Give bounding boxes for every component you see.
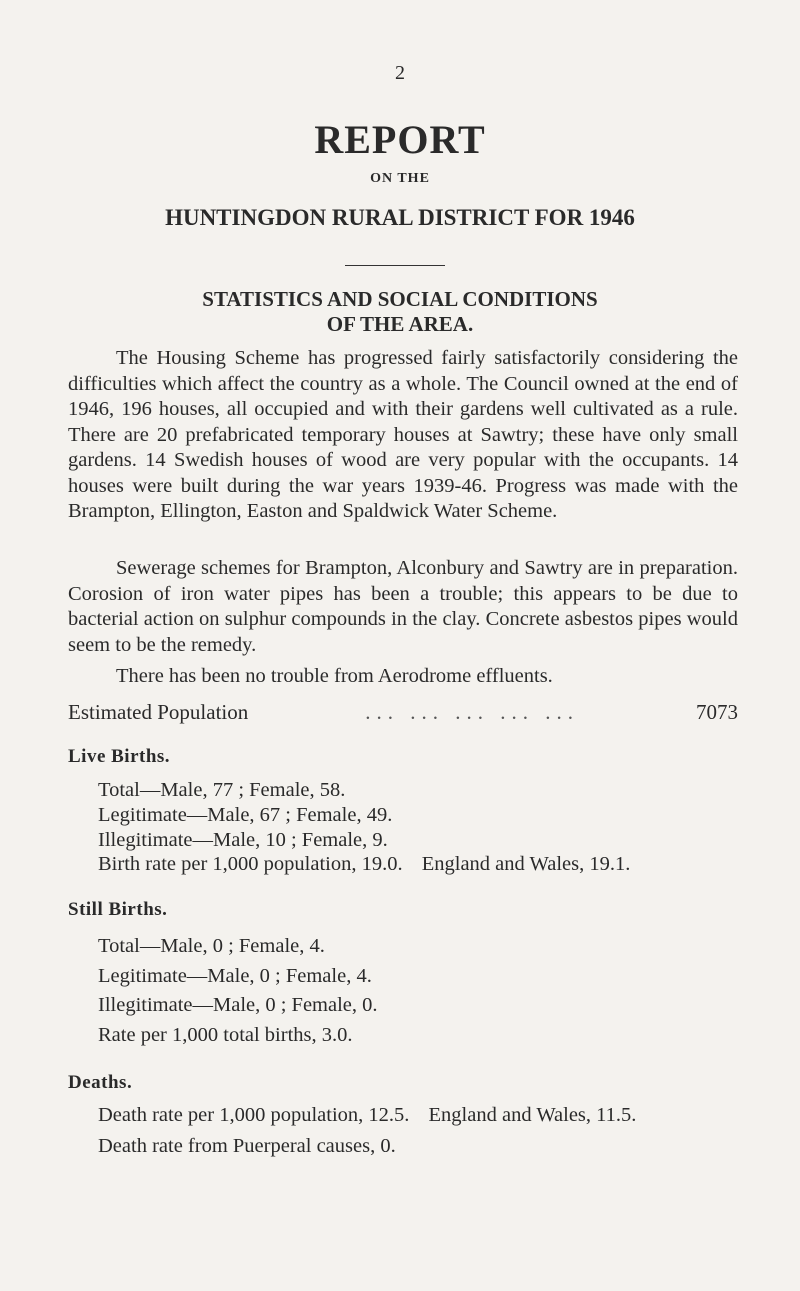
deaths-heading: Deaths. <box>68 1072 133 1093</box>
live-births-illegitimate: Illegitimate—Male, 10 ; Female, 9. <box>98 829 388 851</box>
still-births-total: Total—Male, 0 ; Female, 4. <box>98 935 325 957</box>
still-births-rate: Rate per 1,000 total births, 3.0. <box>98 1024 353 1046</box>
still-births-legitimate: Legitimate—Male, 0 ; Female, 4. <box>98 965 372 987</box>
leader-dots: ... ... ... ... ... <box>365 700 579 724</box>
death-rate: Death rate per 1,000 population, 12.5. <box>98 1104 410 1126</box>
still-births-heading: Still Births. <box>68 899 168 920</box>
subtitle-on: ON THE <box>370 171 430 186</box>
live-births-legitimate: Legitimate—Male, 67 ; Female, 49. <box>98 804 393 826</box>
page-number: 2 <box>395 62 405 84</box>
section-heading-line2: OF THE AREA. <box>326 312 474 336</box>
deaths-rate-row <box>98 1104 636 1127</box>
subtitle-district: HUNTINGDON RURAL DISTRICT FOR 1946 <box>165 205 635 230</box>
birth-rate-national: England and Wales, 19.1. <box>421 853 631 875</box>
deaths-puerperal: Death rate from Puerperal causes, 0. <box>98 1135 396 1157</box>
live-births-heading: Live Births. <box>68 746 171 767</box>
section-heading-line1: STATISTICS AND SOCIAL CONDITIONS <box>202 287 598 311</box>
divider-rule <box>345 265 445 266</box>
population-value: 7073 <box>696 700 738 724</box>
live-births-total: Total—Male, 77 ; Female, 58. <box>98 779 346 801</box>
paragraph-housing: The Housing Scheme has progressed fairly satisfactorily considering the difficulties which affect the country as a whole. The Council owned at the end of 1946, 196 houses, all occupied and with their gardens well cultivated as a rule. There are 20 prefabricated temporary houses at Sawtry; these have only small gardens. 14 Swedish houses of wood are very popular with the occupants. 14 houses were built during the war years 1939-46. Progress was made with the Brampton, Ellington, Easton and Spaldwick Water Scheme. <box>68 347 738 522</box>
population-row <box>68 700 738 725</box>
birth-rate: Birth rate per 1,000 population, 19.0. <box>98 853 403 875</box>
report-title: REPORT <box>314 117 486 162</box>
still-births-illegitimate: Illegitimate—Male, 0 ; Female, 0. <box>98 994 378 1016</box>
live-births-rate-row <box>98 853 630 876</box>
population-label: Estimated Population <box>68 700 249 724</box>
paragraph-sewerage: Sewerage schemes for Brampton, Alconbury and Sawtry are in preparation. Corosion of iron water pipes has been a trouble; this appears to be due to bacterial action on sulphur compounds in the clay. Concrete asbestos pipes would seem to be the remedy. <box>68 557 738 656</box>
death-rate-national: England and Wales, 11.5. <box>428 1104 637 1126</box>
paragraph-aerodrome: There has been no trouble from Aerodrome effluents. <box>116 665 553 687</box>
